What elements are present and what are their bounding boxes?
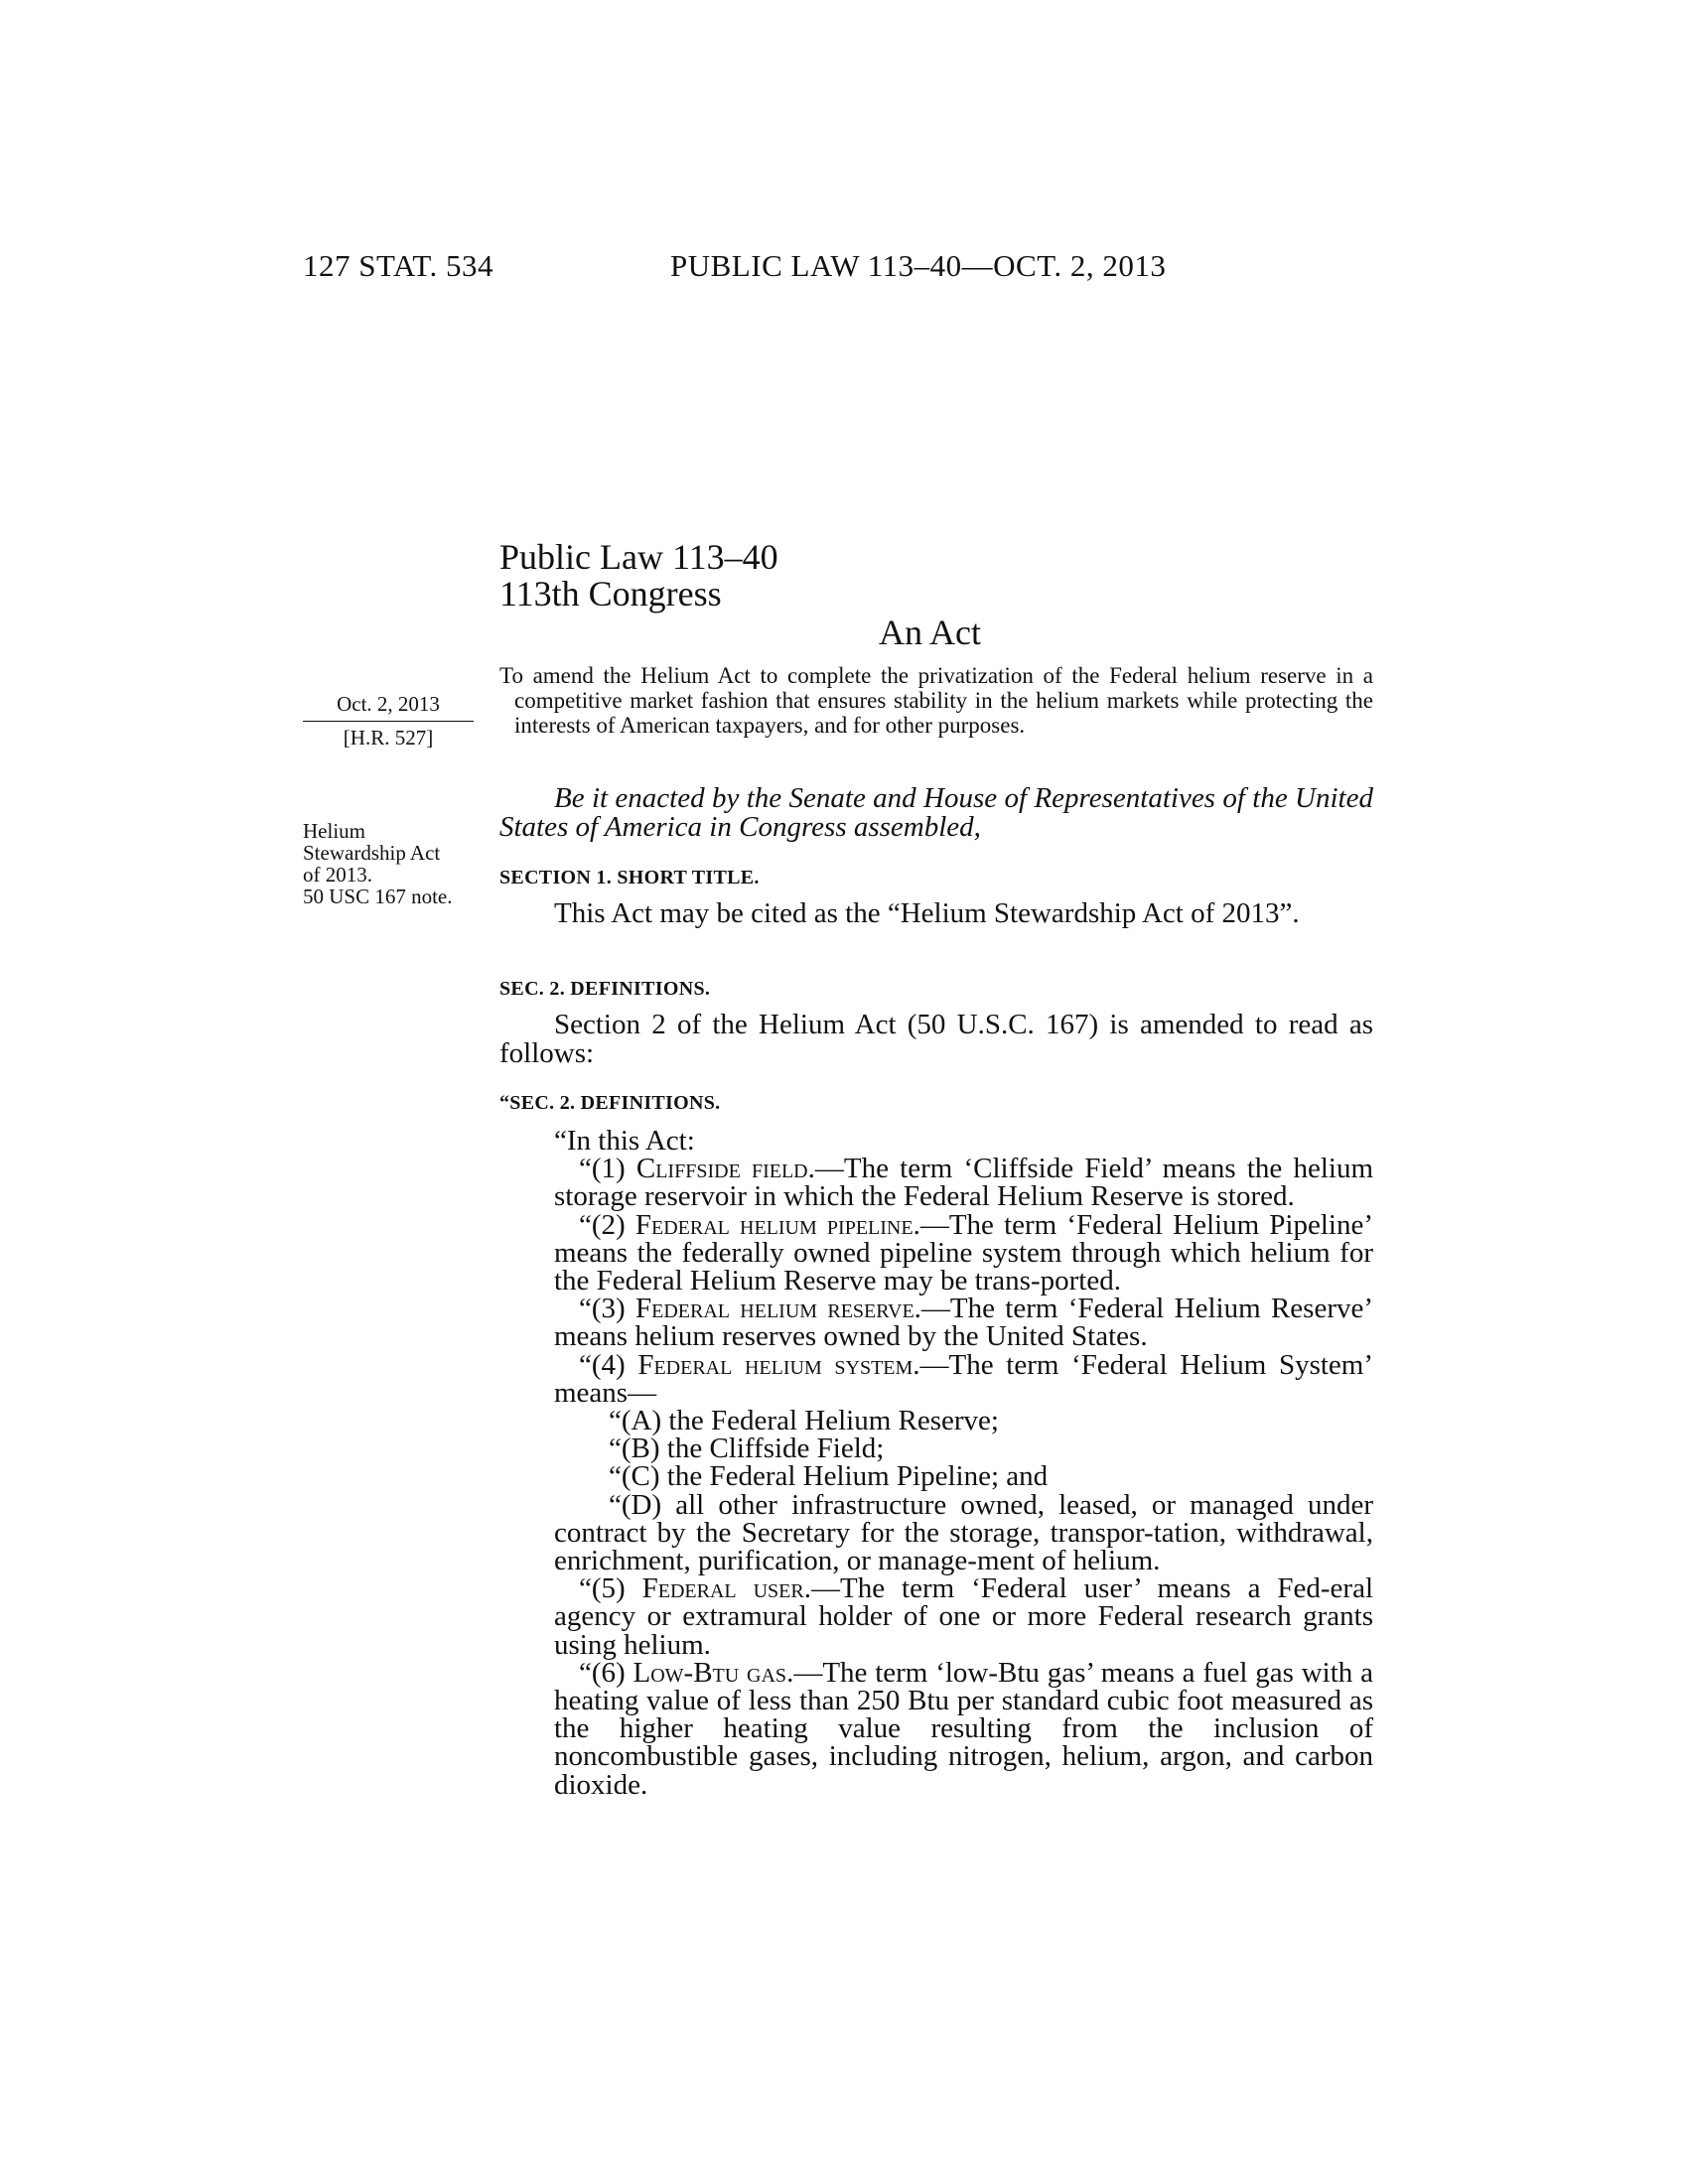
subparagraph-c: “(C) the Federal Helium Pipeline; and [609,1460,1049,1493]
section-2-heading: SEC. 2. DEFINITIONS. [499,978,711,1000]
definition-number: “(4) [579,1348,626,1381]
definition-dash: .— [913,1348,949,1381]
purpose-clause: To amend the Helium Act to complete the privatization of the Federal helium reserve in a competitive market fashion that ensures stability in the helium markets while protecting the interests of American taxpayers, and for other purposes. [499,663,1373,738]
section-1-text: This Act may be cited as the “Helium Stewardship Act of 2013”. [554,897,1300,929]
definition-number: “(6) [579,1656,626,1689]
definition-dash: .— [913,1208,949,1241]
definitions-body [554,1127,1373,1799]
margin-note-line: 50 USC 167 note. [303,885,453,908]
congress: 113th Congress [499,574,722,614]
running-head: PUBLIC LAW 113–40—OCT. 2, 2013 [670,248,1167,283]
definition-federal-user [554,1574,1373,1659]
subparagraph-a: “(A) the Federal Helium Reserve; [609,1405,999,1437]
definition-term: Federal user [641,1572,804,1605]
definition-text: The term ‘Federal Helium Reserve’ means helium reserves owned by the United States. [554,1293,1374,1353]
short-title-margin-note [303,820,453,907]
section-1-heading: SECTION 1. SHORT TITLE. [499,867,760,888]
date-divider [303,721,474,722]
margin-note-line: Stewardship Act [303,841,441,865]
definition-dash: .— [914,1293,950,1325]
definitions-intro: “In this Act: [554,1125,695,1157]
definition-federal-helium-reserve [554,1293,1374,1353]
enacting-clause: Be it enacted by the Senate and House of Representatives of the United States of America in Congress assembled, [499,782,1373,843]
definition-term: Low-Btu gas [633,1656,787,1689]
definition-text: The term ‘Federal Helium Pipeline’ means the federally owned pipeline system through which helium for the Federal Helium Reserve may be trans-ported. [554,1208,1373,1297]
definition-term: Cliffside field [635,1153,808,1185]
margin-note-line: of 2013. [303,863,372,887]
definition-term: Federal helium pipeline [634,1208,914,1241]
law-number: Public Law 113–40 [499,537,778,577]
margin-date-block [303,693,474,749]
act-label: An Act [879,613,981,652]
definition-term: Federal helium system [637,1348,914,1381]
definition-text: The term ‘Cliffside Field’ means the helium storage reservoir in which the Federal Helium Reserve is stored. [554,1153,1374,1213]
bill-number: [H.R. 527] [343,726,434,750]
definition-federal-helium-system [554,1348,1373,1409]
definition-cliffside-field [554,1153,1374,1213]
definition-dash: .— [803,1572,840,1605]
definition-text: The term ‘Federal Helium System’ means— [554,1348,1373,1409]
definition-number: “(1) [579,1153,626,1185]
definition-dash: .— [786,1656,823,1689]
margin-note-line: Helium [303,819,365,843]
definition-low-btu-gas [554,1656,1373,1801]
definition-dash: .— [807,1153,844,1185]
subparagraph-d: “(D) all other infrastructure owned, leased, or managed under contract by the Secretary for the storage, transpor-tation, withdrawal, enrichment, purification, or manage-ment of helium. [554,1488,1373,1577]
definition-term: Federal helium reserve [635,1293,914,1325]
section-2-text: Section 2 of the Helium Act (50 U.S.C. 167) is amended to read as follows: [499,1009,1373,1069]
definition-number: “(5) [579,1572,626,1605]
definition-number: “(2) [579,1208,626,1241]
definition-text: The term ‘Federal user’ means a Fed-eral agency or extramural holder of one or more Federal research grants using helium. [554,1572,1374,1661]
stat-reference: 127 STAT. 534 [303,248,494,283]
definition-federal-helium-pipeline [554,1208,1373,1297]
definition-text: The term ‘low-Btu gas’ means a fuel gas with a heating value of less than 250 Btu per standard cubic foot measured as the higher heating value resulting from the inclusion of noncombustible gases, including nitrogen, helium, argon, and carbon dioxide. [554,1656,1373,1801]
inserted-section-heading: “SEC. 2. DEFINITIONS. [499,1092,721,1114]
enactment-date: Oct. 2, 2013 [337,692,440,716]
subparagraph-b: “(B) the Cliffside Field; [609,1433,885,1465]
definition-number: “(3) [579,1293,626,1325]
